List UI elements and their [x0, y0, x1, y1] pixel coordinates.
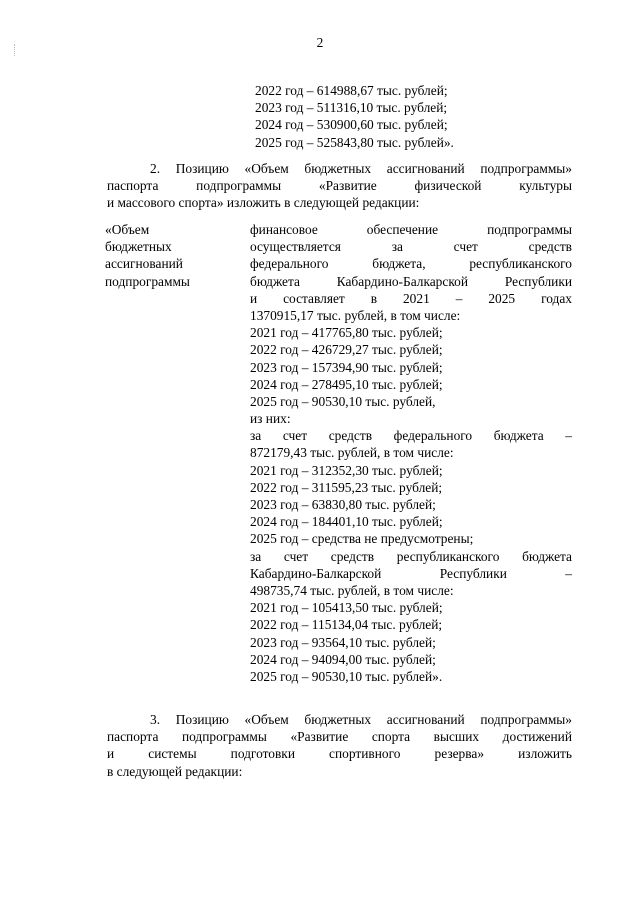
- page-number: 2: [316, 35, 324, 50]
- amount-line: 2023 год – 511316,10 тыс. рублей;: [255, 100, 448, 116]
- position-label: [105, 221, 245, 290]
- text-line: 2023 год – 63830,80 тыс. рублей;: [250, 497, 436, 512]
- text-line: Кабардино-Балкарской Республики –: [250, 565, 572, 581]
- text-line: 2025 год – 90530,10 тыс. рублей».: [250, 668, 443, 684]
- paragraph-line: в следующей редакции:: [107, 763, 243, 779]
- label-line: подпрограммы: [105, 273, 190, 289]
- text-line: 2023 год – 157394,90 тыс. рублей;: [250, 359, 443, 375]
- text-line: 2024 год – 278495,10 тыс. рублей;: [250, 376, 443, 392]
- paragraph-line: 3. Позицию «Объем бюджетных ассигнований подпрограммы»: [150, 712, 572, 727]
- text-line: 2022 год – 115134,04 тыс. рублей;: [250, 617, 443, 633]
- text-line: осуществляется за счет средств: [250, 239, 572, 255]
- text-line: 2025 год – средства не предусмотрены;: [250, 531, 474, 547]
- text-line: 2022 год – 311595,23 тыс. рублей;: [250, 479, 443, 495]
- text-line: 2024 год – 184401,10 тыс. рублей;: [250, 514, 443, 530]
- text-line: 2022 год – 426729,27 тыс. рублей;: [250, 342, 443, 358]
- paragraph-line: паспорта подпрограммы «Развитие физической культуры: [107, 178, 572, 194]
- text-line: 2025 год – 90530,10 тыс. рублей,: [250, 393, 436, 409]
- paragraph-line: 2. Позицию «Объем бюджетных ассигнований подпрограммы»: [150, 161, 572, 176]
- text-line: 872179,43 тыс. рублей, в том числе:: [250, 445, 454, 461]
- label-line: «Объем: [105, 222, 150, 237]
- amount-line: 2022 год – 614988,67 тыс. рублей;: [255, 83, 448, 98]
- item-2-paragraph: [107, 160, 572, 212]
- text-line: за счет средств федерального бюджета –: [250, 428, 572, 444]
- text-line: из них:: [250, 411, 291, 427]
- text-line: и составляет в 2021 – 2025 годах: [250, 290, 572, 306]
- text-line: 1370915,17 тыс. рублей, в том числе:: [250, 307, 461, 323]
- scan-margin-mark: [14, 44, 18, 56]
- text-line: 2024 год – 94094,00 тыс. рублей;: [250, 651, 436, 667]
- amount-line: 2025 год – 525843,80 тыс. рублей».: [255, 134, 454, 150]
- text-line: 2021 год – 105413,50 тыс. рублей;: [250, 600, 443, 616]
- text-line: финансовое обеспечение подпрограммы: [250, 222, 572, 237]
- text-line: федерального бюджета, республиканского: [250, 256, 572, 272]
- position-text: [250, 221, 572, 685]
- text-line: 2021 год – 417765,80 тыс. рублей;: [250, 325, 443, 341]
- paragraph-line: паспорта подпрограммы «Развитие спорта высших достижений: [107, 729, 572, 745]
- text-line: 2021 год – 312352,30 тыс. рублей;: [250, 462, 443, 478]
- item-3-paragraph: [107, 711, 572, 780]
- paragraph-line: и системы подготовки спортивного резерва» изложить: [107, 746, 572, 762]
- text-line: 2023 год – 93564,10 тыс. рублей;: [250, 634, 436, 650]
- text-line: 498735,74 тыс. рублей, в том числе:: [250, 582, 454, 598]
- amount-line: 2024 год – 530900,60 тыс. рублей;: [255, 117, 448, 133]
- text-line: за счет средств республиканского бюджета: [250, 548, 572, 564]
- label-line: бюджетных: [105, 239, 172, 255]
- paragraph-line: и массового спорта» изложить в следующей редакции:: [107, 195, 420, 211]
- top-amounts-block: [255, 82, 555, 151]
- text-line: бюджета Кабардино-Балкарской Республики: [250, 273, 572, 289]
- label-line: ассигнований: [105, 256, 183, 272]
